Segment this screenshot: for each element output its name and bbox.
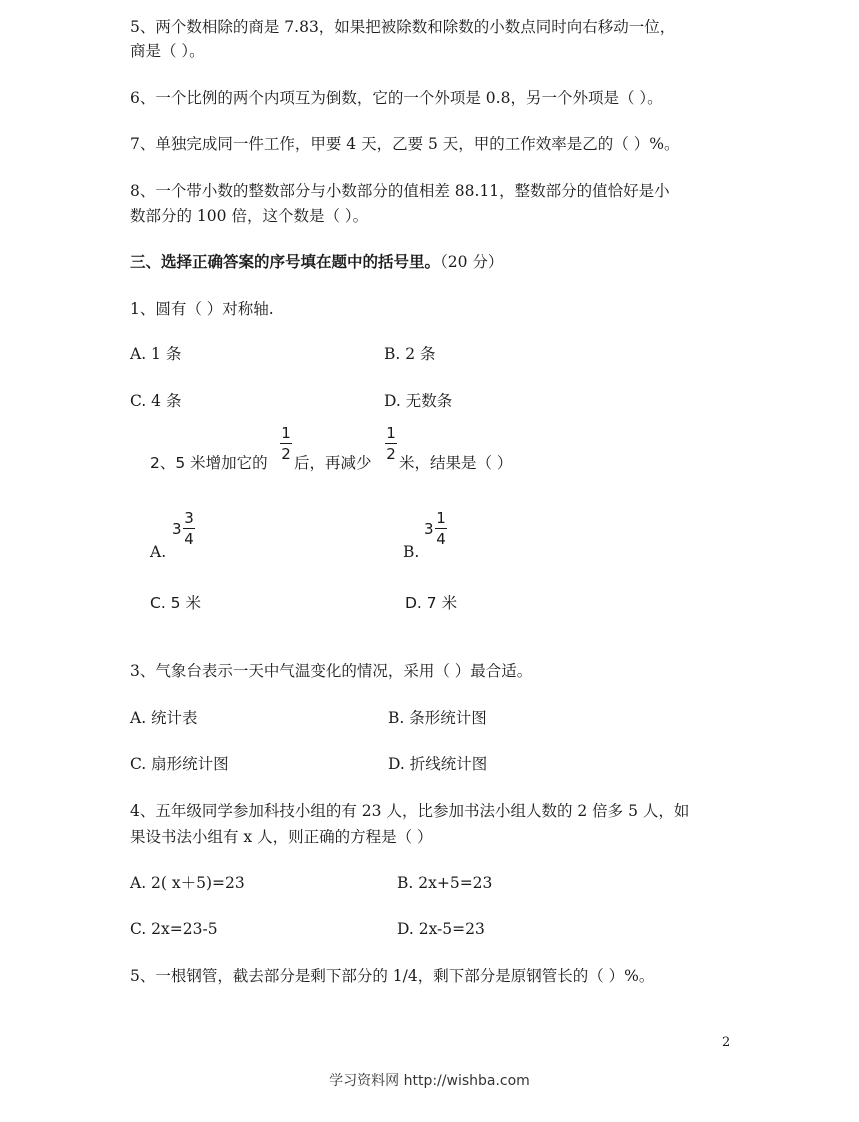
q4-option-d: D. 2x-5=23: [397, 920, 485, 938]
q6-fill: 6、一个比例的两个内项互为倒数，它的一个外项是 0.8，另一个外项是（ ）。: [130, 89, 663, 107]
q7-fill: 7、单独完成同一件工作，甲要 4 天，乙要 5 天，甲的工作效率是乙的（ ）%。: [130, 135, 680, 153]
q4-stem-line2: 果设书法小组有 x 人，则正确的方程是（ ）: [130, 828, 433, 846]
section-title: 三、选择正确答案的序号填在题中的括号里。: [130, 253, 441, 271]
q2-fraction-1-numerator: 1: [281, 424, 291, 442]
q3-stem: 3、气象台表示一天中气温变化的情况，采用（ ）最合适。: [130, 662, 533, 680]
q1-option-a: A. 1 条: [130, 345, 182, 363]
q2-option-b-numerator: 1: [436, 509, 446, 527]
q3-option-c: C. 扇形统计图: [130, 755, 229, 773]
q4-stem-line1: 4、五年级同学参加科技小组的有 23 人，比参加书法小组人数的 2 倍多 5 人，如: [130, 802, 690, 820]
q8-fill-line1: 8、一个带小数的整数部分与小数部分的值相差 88.11，整数部分的值恰好是小: [130, 182, 670, 200]
q3-option-d: D. 折线统计图: [388, 755, 488, 773]
q4-option-a: A. 2( x＋5)=23: [130, 874, 245, 892]
q2-option-b-denominator: 4: [436, 530, 446, 548]
q4-option-c: C. 2x=23-5: [130, 920, 218, 938]
q2-option-a-numerator: 3: [184, 509, 194, 527]
q2-stem-part3: 米，结果是（ ）: [399, 454, 513, 472]
q2-option-d: D. 7 米: [405, 594, 458, 612]
footer-watermark: 学习资料网 http://wishba.com: [329, 1073, 530, 1089]
q5-choice-stem: 5、一根钢管，截去部分是剩下部分的 1/4，剩下部分是原钢管长的（ ）%。: [130, 967, 655, 985]
q1-option-d: D. 无数条: [384, 392, 453, 410]
q5-fill-line2: 商是（ ）。: [130, 42, 205, 60]
q2-option-a-fraction: [183, 510, 195, 548]
q4-option-b: B. 2x+5=23: [397, 874, 493, 892]
fraction-bar: [435, 528, 447, 529]
q2-fraction-2-numerator: 1: [386, 424, 396, 442]
q2-fraction-1-denominator: 2: [281, 445, 291, 463]
q2-option-a-denominator: 4: [184, 530, 194, 548]
q8-fill-line2: 数部分的 100 倍，这个数是（ ）。: [130, 207, 369, 225]
fraction-bar: [385, 443, 397, 444]
q5-fill-line1: 5、两个数相除的商是 7.83，如果把被除数和除数的小数点同时向右移动一位，: [130, 18, 676, 36]
page-number: 2: [722, 1035, 731, 1050]
q3-option-b: B. 条形统计图: [388, 709, 487, 727]
q2-fraction-2: [385, 425, 397, 463]
q2-option-c: C. 5 米: [150, 594, 201, 612]
q1-option-b: B. 2 条: [384, 345, 436, 363]
section-heading: [130, 251, 503, 273]
q1-stem: 1、圆有（ ）对称轴.: [130, 300, 274, 318]
q1-option-c: C. 4 条: [130, 392, 182, 410]
fraction-bar: [280, 443, 292, 444]
fraction-bar: [183, 528, 195, 529]
q3-option-a: A. 统计表: [130, 709, 198, 727]
q2-option-a-label: A.: [150, 543, 167, 561]
q2-stem-part2: 后，再减少: [294, 454, 372, 472]
q2-option-b-label: B.: [403, 543, 420, 561]
q2-fraction-2-denominator: 2: [386, 445, 396, 463]
q2-option-a-whole: 3: [172, 520, 182, 538]
section-score: （20 分）: [440, 253, 504, 271]
q2-option-b-whole: 3: [424, 520, 434, 538]
q2-stem-part1: 2、5 米增加它的: [150, 454, 268, 472]
q2-option-b-fraction: [435, 510, 447, 548]
q2-fraction-1: [280, 425, 292, 463]
